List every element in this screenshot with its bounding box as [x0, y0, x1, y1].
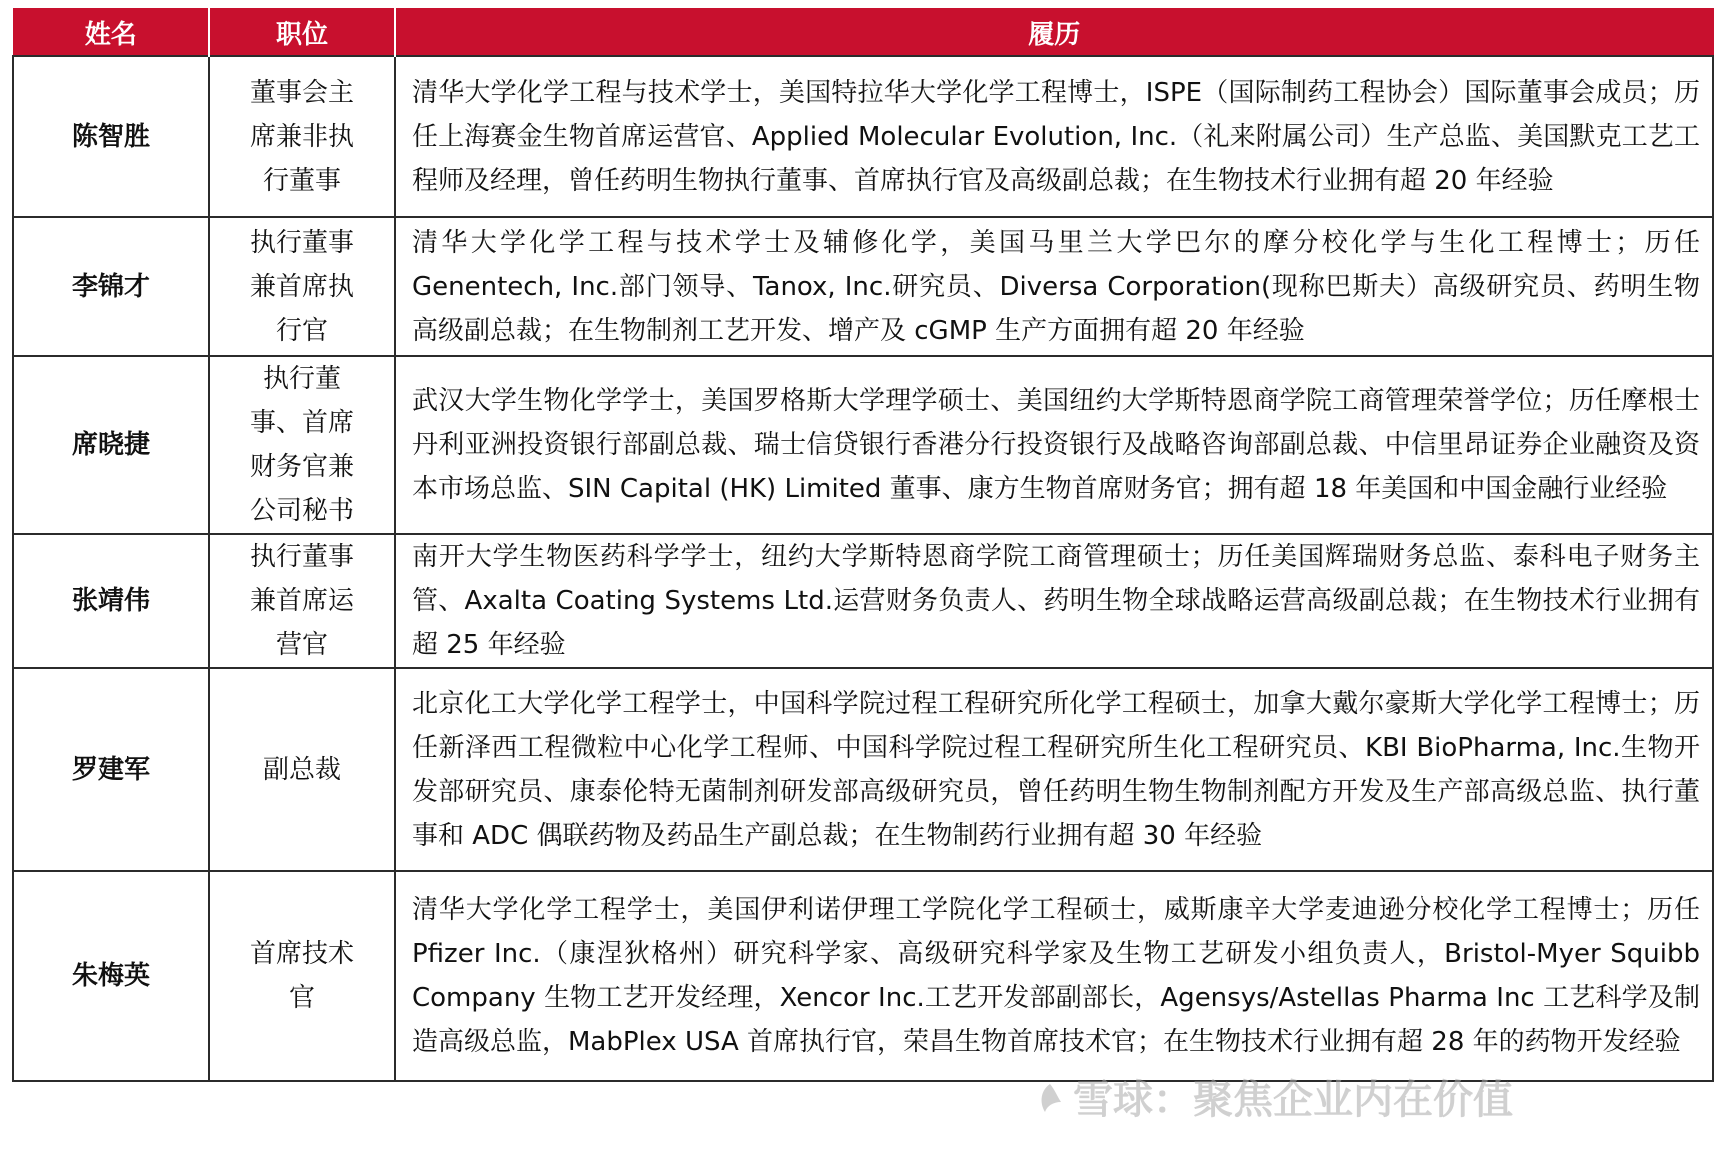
position-cell: 董事会主席兼非执行董事: [209, 56, 395, 217]
table-row: [13, 56, 1713, 217]
snowball-logo-icon: [1035, 1082, 1065, 1116]
executive-table: [12, 8, 1714, 1082]
name-cell: 罗建军: [13, 668, 209, 871]
table-row: [13, 668, 1713, 871]
position-cell: 执行董事兼首席运营官: [209, 534, 395, 668]
table-header-row: [13, 9, 1713, 57]
bio-cell: 清华大学化学工程与技术学士及辅修化学，美国马里兰大学巴尔的摩分校化学与生化工程博士；历任 Genentech, Inc.部门领导、Tanox, Inc.研究员、Diversa Corporation(现称巴斯夫）高级研究员、药明生物高级副总裁；在生物制剂工艺开发、增产及 cGMP 生产方面拥有超 20 年经验: [395, 217, 1713, 356]
executive-table-wrapper: [12, 8, 1712, 1082]
table-row: [13, 217, 1713, 356]
header-position: 职位: [209, 9, 395, 57]
position-cell: 执行董事、首席财务官兼公司秘书: [209, 356, 395, 534]
name-cell: 席晓捷: [13, 356, 209, 534]
name-cell: 李锦才: [13, 217, 209, 356]
bio-cell: 清华大学化学工程与技术学士，美国特拉华大学化学工程博士，ISPE（国际制药工程协会）国际董事会成员；历任上海赛金生物首席运营官、Applied Molecular Evolution, Inc.（礼来附属公司）生产总监、美国默克工艺工程师及经理，曾任药明生物执行董事、首席执行官及高级副总裁；在生物技术行业拥有超 20 年经验: [395, 56, 1713, 217]
name-cell: 张靖伟: [13, 534, 209, 668]
bio-cell: 武汉大学生物化学学士，美国罗格斯大学理学硕士、美国纽约大学斯特恩商学院工商管理荣誉学位；历任摩根士丹利亚洲投资银行部副总裁、瑞士信贷银行香港分行投资银行及战略咨询部副总裁、中信里昂证券企业融资及资本市场总监、SIN Capital (HK) Limited 董事、康方生物首席财务官；拥有超 18 年美国和中国金融行业经验: [395, 356, 1713, 534]
name-cell: 陈智胜: [13, 56, 209, 217]
bio-cell: 清华大学化学工程学士，美国伊利诺伊理工学院化学工程硕士，威斯康辛大学麦迪逊分校化学工程博士；历任 Pfizer Inc.（康涅狄格州）研究科学家、高级研究科学家及生物工艺研发小组负责人，Bristol-Myer Squibb Company 生物工艺开发经理，Xencor Inc.工艺开发部副部长，Agensys/Astellas Pharma Inc 工艺科学及制造高级总监，MabPlex USA 首席执行官，荣昌生物首席技术官；在生物技术行业拥有超 28 年的药物开发经验: [395, 871, 1713, 1081]
watermark-text: 雪球：聚焦企业内在价值: [1073, 1077, 1513, 1123]
table-row: [13, 871, 1713, 1081]
position-cell: 副总裁: [209, 668, 395, 871]
header-bio: 履历: [395, 9, 1713, 57]
header-name: 姓名: [13, 9, 209, 57]
bio-cell: 北京化工大学化学工程学士，中国科学院过程工程研究所化学工程硕士，加拿大戴尔豪斯大学化学工程博士；历任新泽西工程微粒中心化学工程师、中国科学院过程工程研究所生化工程研究员、KBI BioPharma, Inc.生物开发部研究员、康泰伦特无菌制剂研发部高级研究员，曾任药明生物生物制剂配方开发及生产部高级总监、执行董事和 ADC 偶联药物及药品生产副总裁；在生物制药行业拥有超 30 年经验: [395, 668, 1713, 871]
position-cell: 执行董事兼首席执行官: [209, 217, 395, 356]
name-cell: 朱梅英: [13, 871, 209, 1081]
bio-cell: 南开大学生物医药科学学士，纽约大学斯特恩商学院工商管理硕士；历任美国辉瑞财务总监、泰科电子财务主管、Axalta Coating Systems Ltd.运营财务负责人、药明生物全球战略运营高级副总裁；在生物技术行业拥有超 25 年经验: [395, 534, 1713, 668]
table-row: [13, 534, 1713, 668]
table-row: [13, 356, 1713, 534]
position-cell: 首席技术官: [209, 871, 395, 1081]
